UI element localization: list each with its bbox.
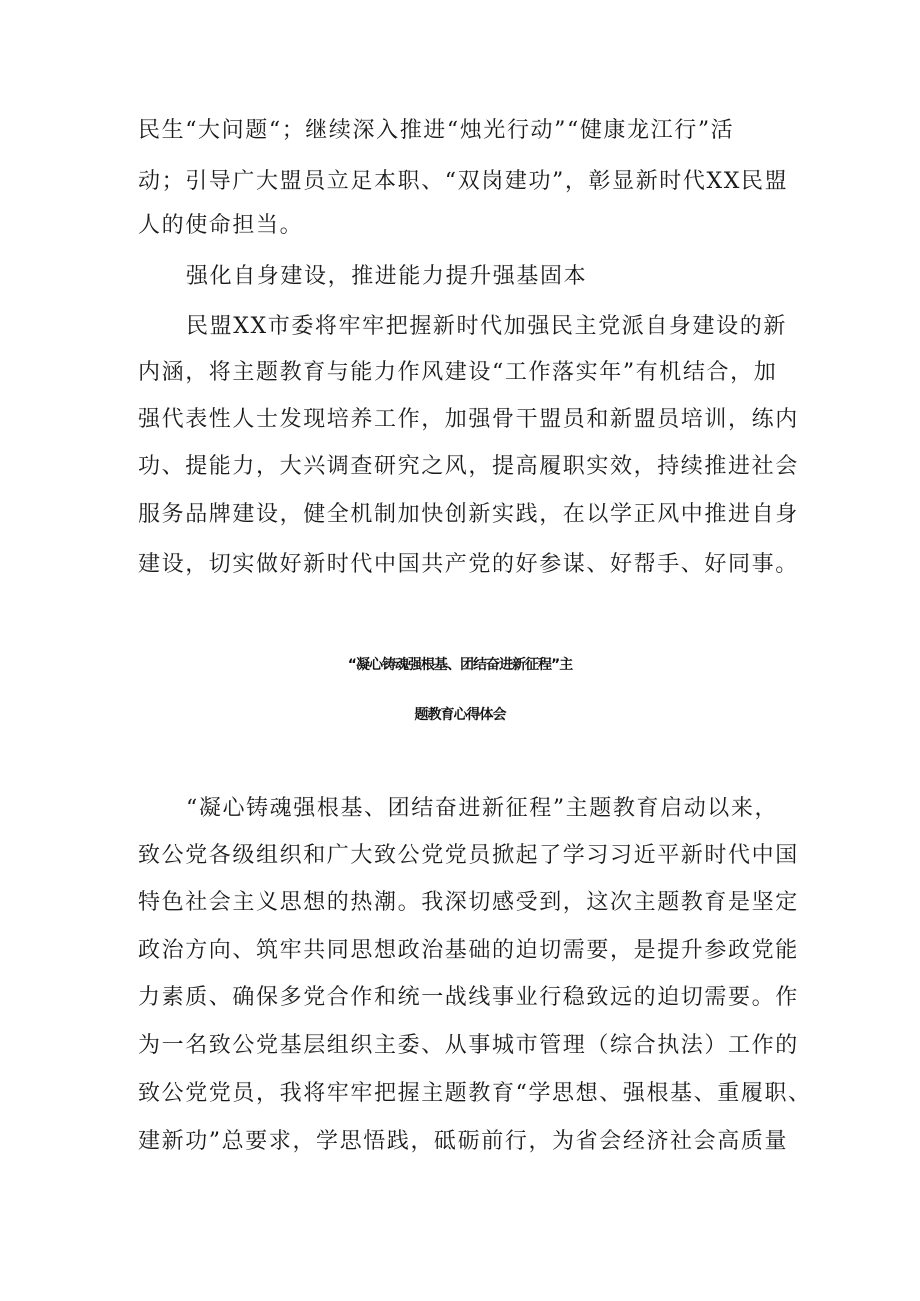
- paragraph-line: 服务品牌建设，健全机制加快创新实践，在以学正风中推进自身: [138, 502, 799, 527]
- paragraph-line: 力素质、确保多党合作和统一战线事业行稳致远的迫切需要。作: [138, 985, 799, 1010]
- paragraph-line: 民盟XX市委将牢牢把握新时代加强民主党派自身建设的新: [186, 314, 787, 339]
- paragraph-line: 人的使命担当。: [138, 213, 304, 238]
- paragraph-line: 内涵，将主题教育与能力作风建设“工作落实年”有机结合，加: [138, 360, 778, 385]
- section-heading: 强化自身建设，推进能力提升强基固本: [186, 264, 588, 289]
- paragraph-line: 建设，切实做好新时代中国共产党的好参谋、好帮手、好同事。: [138, 552, 799, 577]
- article-title-line: “凝心铸魂强根基、团结奋进新征程”主: [347, 657, 573, 673]
- paragraph-line: 动；引导广大盟员立足本职、“双岗建功”，彰显新时代XX民盟: [138, 169, 789, 194]
- paragraph-line: 为一名致公党基层组织主委、从事城市管理（综合执法）工作的: [138, 1033, 799, 1058]
- paragraph-line: 致公党党员，我将牢牢把握主题教育“学思想、强根基、重履职、: [138, 1081, 812, 1106]
- paragraph-line: 强代表性人士发现培养工作，加强骨干盟员和新盟员培训，练内: [138, 407, 799, 432]
- article-title-line: 题教育心得体会: [414, 707, 506, 723]
- paragraph-line: 建新功”总要求，学思悟践，砥砺前行，为省会经济社会高质量: [138, 1129, 789, 1154]
- paragraph-line: 政治方向、筑牢共同思想政治基础的迫切需要，是提升参政党能: [138, 938, 799, 963]
- paragraph-line: “凝心铸魂强根基、团结奋进新征程”主题教育启动以来，: [186, 796, 779, 821]
- paragraph-line: 功、提能力，大兴调查研究之风，提高履职实效，持续推进社会: [138, 454, 799, 479]
- paragraph-line: 民生“大问题“；继续深入推进“烛光行动”“健康龙江行”活: [138, 118, 735, 143]
- paragraph-line: 致公党各级组织和广大致公党党员掀起了学习习近平新时代中国: [138, 843, 799, 868]
- paragraph-line: 特色社会主义思想的热潮。我深切感受到，这次主题教育是坚定: [138, 890, 799, 915]
